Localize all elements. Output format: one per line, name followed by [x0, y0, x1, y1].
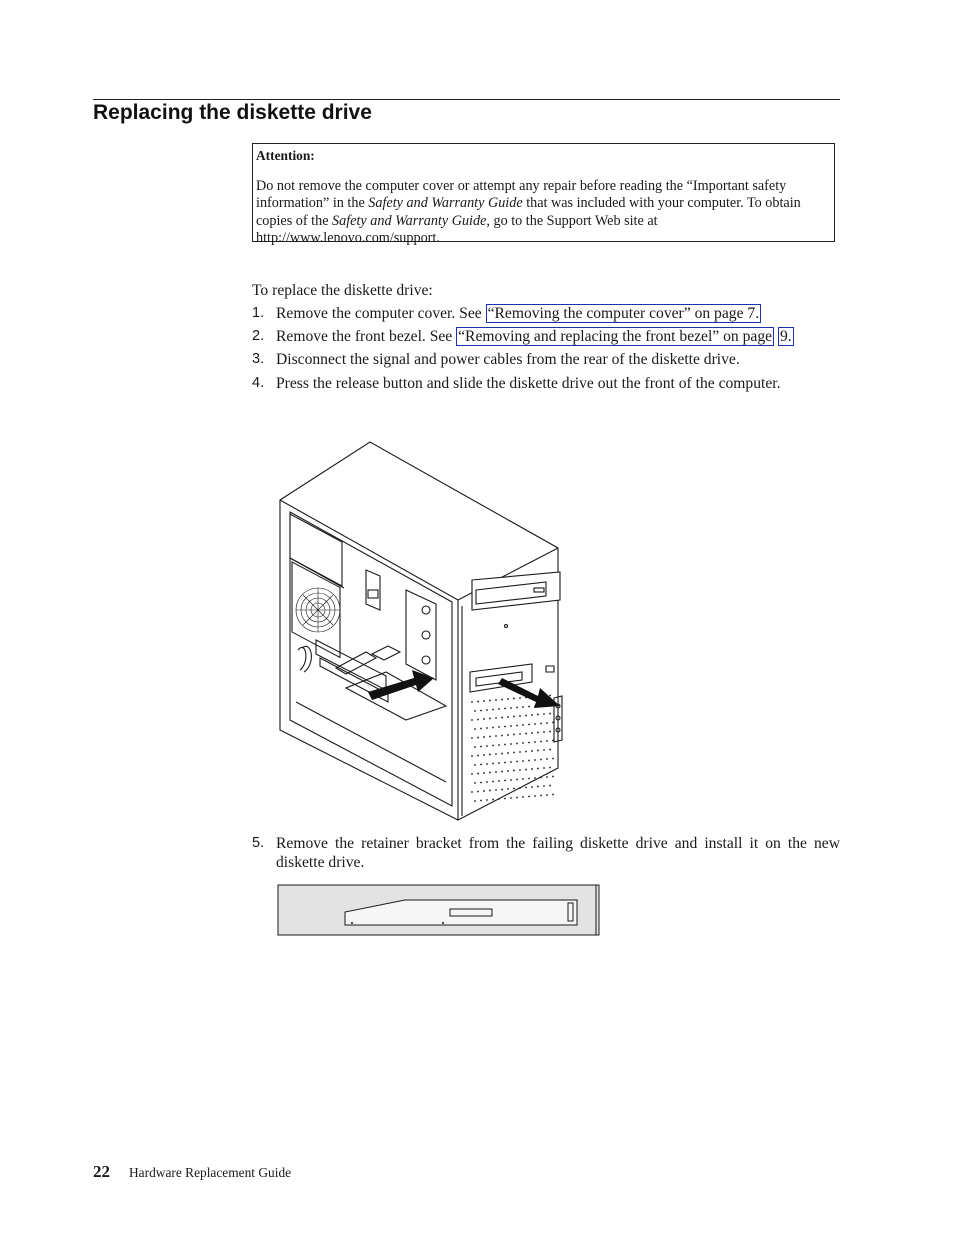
- heading-rule: [93, 99, 840, 100]
- attention-notice: [252, 143, 835, 246]
- page-number: 22: [93, 1162, 110, 1181]
- steps-list: [252, 304, 840, 393]
- document-title: Hardware Replacement Guide: [129, 1165, 292, 1180]
- step-3: 3. Disconnect the signal and power cables from the rear of the diskette drive.: [252, 351, 740, 368]
- attention-text: Do not remove the computer cover or attempt any repair before reading the “Important safety information” in the Safety and Warranty Guide that was included with your computer. To obtain copies of the Safety and Warranty Guide, go to the Support Web site at http://www.lenovo.com/support.: [256, 177, 801, 246]
- step-1: 1. Remove the computer cover. See “Removing the computer cover” on page 7.: [252, 305, 760, 322]
- intro-text: To replace the diskette drive:: [252, 282, 433, 299]
- diskette-drive-removal-illustration: [276, 440, 576, 825]
- retainer-bracket-illustration: [277, 884, 602, 937]
- link-remove-cover[interactable]: “Removing the computer cover” on page 7.: [487, 305, 760, 322]
- link-front-bezel[interactable]: “Removing and replacing the front bezel” on page: [458, 328, 773, 345]
- step-4: 4. Press the release button and slide the diskette drive out the front of the computer.: [252, 375, 781, 392]
- page-title: Replacing the diskette drive: [93, 101, 372, 124]
- attention-heading: Attention:: [256, 148, 315, 163]
- step-2: 2. Remove the front bezel. See “Removing and replacing the front bezel” on page 9.: [252, 328, 792, 345]
- step-5: 5. Remove the retainer bracket from the failing diskette drive and install it on the new diskette drive.: [252, 835, 840, 871]
- link-front-bezel-page[interactable]: 9.: [779, 328, 792, 345]
